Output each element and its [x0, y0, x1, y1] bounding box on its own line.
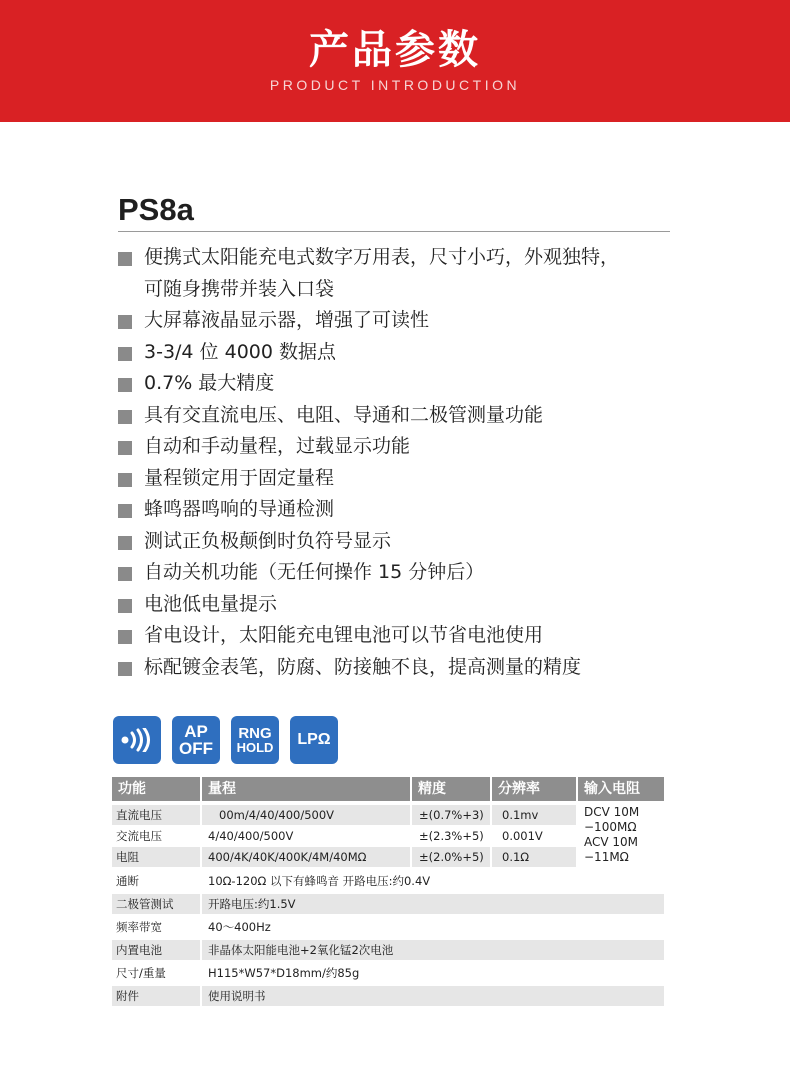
low-power-ohm-label: LPΩ	[297, 731, 331, 748]
input-resistance-line: −11MΩ	[584, 850, 629, 864]
feature-item	[118, 589, 698, 621]
feature-item	[118, 526, 698, 558]
table-row-value: 10Ω-120Ω 以下有蜂鸣音 开路电压:约0.4V	[208, 874, 431, 888]
table-row-function: 频率带宽	[116, 920, 162, 934]
auto-power-off-icon	[172, 716, 220, 764]
input-resistance-cell	[578, 803, 664, 865]
table-header-resolution: 分辨率	[492, 777, 576, 801]
table-row-function: 通断	[116, 874, 139, 888]
feature-text: 自动关机功能（无任何操作 15 分钟后）	[144, 561, 485, 583]
feature-text: 具有交直流电压、电阻、导通和二极管测量功能	[144, 403, 544, 426]
header-banner	[0, 0, 790, 122]
range-hold-icon	[231, 716, 279, 764]
table-row-function: 二极管测试	[112, 894, 200, 914]
feature-item	[118, 431, 698, 463]
table-row-value: 40～400Hz	[208, 920, 271, 934]
bullet-square-icon	[118, 410, 132, 424]
feature-item	[118, 557, 698, 589]
table-row-accuracy: ±(0.7%+3)	[412, 805, 490, 825]
feature-text: 便携式太阳能充电式数字万用表，尺寸小巧，外观独特， 可随身携带并装入口袋	[144, 246, 620, 300]
bullet-square-icon	[118, 378, 132, 392]
table-row-resolution: 0.1Ω	[492, 847, 576, 867]
feature-text: 省电设计，太阳能充电锂电池可以节省电池使用	[144, 624, 544, 646]
model-divider	[118, 231, 670, 232]
continuity-sound-icon	[113, 716, 161, 764]
bullet-square-icon	[118, 567, 132, 581]
table-header-range: 量程	[202, 777, 410, 801]
feature-item	[118, 652, 698, 684]
table-row-resolution: 0.001V	[502, 829, 543, 843]
table-row-resolution: 0.1mv	[492, 805, 576, 825]
spec-table	[112, 777, 664, 1007]
table-header-input-resistance: 输入电阻	[578, 777, 664, 801]
table-row-function: 内置电池	[112, 940, 200, 960]
feature-list	[118, 242, 698, 683]
bullet-square-icon	[118, 252, 132, 266]
table-row-value: 开路电压:约1.5V	[202, 894, 664, 914]
bullet-square-icon	[118, 630, 132, 644]
input-resistance-line: ACV 10M	[584, 835, 639, 849]
bullet-square-icon	[118, 473, 132, 487]
table-row-value: 非晶体太阳能电池+2氧化锰2次电池	[202, 940, 664, 960]
feature-text: 电池低电量提示	[144, 592, 278, 615]
feature-text: 自动和手动量程，过载显示功能	[144, 435, 411, 457]
input-resistance-line: DCV 10M	[584, 805, 640, 819]
feature-item	[118, 494, 698, 526]
range-hold-line2: HOLD	[236, 740, 274, 755]
table-row-value: 使用说明书	[202, 986, 664, 1006]
page-title: 产品参数	[309, 27, 481, 73]
feature-item	[118, 463, 698, 495]
feature-text: 测试正负极颠倒时负符号显示	[144, 529, 392, 552]
feature-icons	[113, 716, 338, 764]
bullet-square-icon	[118, 347, 132, 361]
feature-item	[118, 400, 698, 432]
feature-text: 大屏幕液晶显示器，增强了可读性	[144, 309, 430, 331]
bullet-square-icon	[118, 504, 132, 518]
feature-text: 0.7% 最大精度	[144, 372, 275, 394]
feature-text: 量程锁定用于固定量程	[144, 466, 335, 489]
bullet-square-icon	[118, 536, 132, 550]
table-row-function: 尺寸/重量	[116, 966, 166, 980]
feature-item	[118, 337, 698, 369]
table-row-function: 附件	[112, 986, 200, 1006]
table-row-function: 交流电压	[116, 829, 162, 843]
table-row-function: 电阻	[112, 847, 200, 867]
feature-item	[118, 368, 698, 400]
bullet-square-icon	[118, 599, 132, 613]
table-row-value: H115*W57*D18mm/约85g	[208, 966, 360, 980]
auto-power-off-line1: AP	[184, 722, 208, 741]
model-name: PS8a	[118, 192, 194, 227]
feature-item	[118, 305, 698, 337]
range-hold-line1: RNG	[238, 725, 272, 742]
table-header-accuracy: 精度	[412, 777, 490, 801]
input-resistance-line: −100MΩ	[584, 820, 637, 834]
bullet-square-icon	[118, 315, 132, 329]
table-row-range: 00m/4/40/400/500V	[202, 805, 410, 825]
page-subtitle: PRODUCT INTRODUCTION	[269, 77, 521, 93]
table-row-range: 400/4K/40K/400K/4M/40MΩ	[202, 847, 410, 867]
table-row-function: 直流电压	[112, 805, 200, 825]
table-row-accuracy: ±(2.3%+5)	[419, 829, 484, 843]
feature-item	[118, 242, 698, 305]
feature-item	[118, 620, 698, 652]
table-row-range: 4/40/400/500V	[208, 829, 294, 843]
table-header-function: 功能	[112, 777, 200, 801]
bullet-square-icon	[118, 662, 132, 676]
auto-power-off-line2: OFF	[179, 739, 213, 758]
table-row-accuracy: ±(2.0%+5)	[412, 847, 490, 867]
feature-text: 3-3/4 位 4000 数据点	[144, 340, 336, 363]
bullet-square-icon	[118, 441, 132, 455]
feature-text: 标配镀金表笔，防腐、防接触不良，提高测量的精度	[144, 655, 582, 678]
low-power-ohm-icon	[290, 716, 338, 764]
feature-text: 蜂鸣器鸣响的导通检测	[144, 498, 335, 520]
